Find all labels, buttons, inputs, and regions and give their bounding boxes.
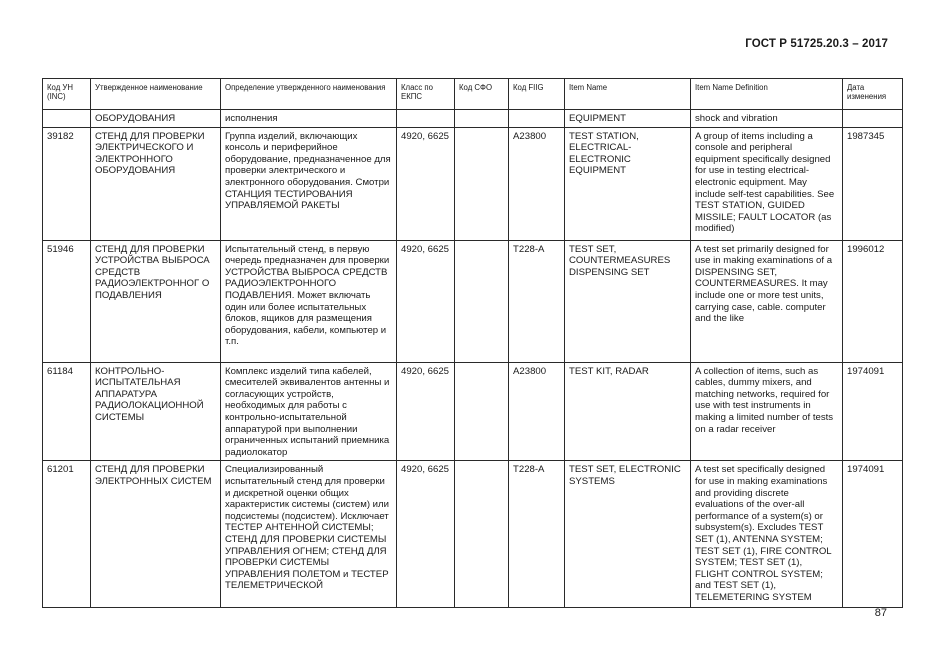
column-header-date: Дата изменения: [843, 79, 903, 110]
cell-name: СТЕНД ДЛЯ ПРОВЕРКИ ЭЛЕКТРОННЫХ СИСТЕМ: [91, 461, 221, 608]
cell-fiig: A23800: [509, 362, 565, 461]
page-number: 87: [874, 607, 887, 619]
table-continuation-row: [43, 110, 903, 128]
cell-name: ОБОРУДОВАНИЯ: [91, 110, 221, 128]
cell-date: 1974091: [843, 362, 903, 461]
cell-inc: 51946: [43, 240, 91, 362]
column-header-definition: Определение утвержденного наименования: [221, 79, 397, 110]
cell-inc: [43, 110, 91, 128]
column-header-approved-name: Утвержденное наименование: [91, 79, 221, 110]
document-standard-id: ГОСТ Р 51725.20.3 – 2017: [745, 38, 888, 50]
cell-date: [843, 110, 903, 128]
cell-date: 1996012: [843, 240, 903, 362]
cell-fiig: [509, 110, 565, 128]
cell-item-definition: A test set specifically designed for use in making examinations and providing discrete evaluations of the over-all performance of a system(s) or subsystem(s). Excludes TEST SET (1), ANTENNA SYSTEM; TEST SET (1), FIRE CONTROL SYSTEM; TEST SET (1), FLIGHT CONTROL SYSTEM; and TEST SET (1), TELEMETERING SYSTEM: [691, 461, 843, 608]
table-header-row: [43, 79, 903, 110]
column-header-item-name: Item Name: [565, 79, 691, 110]
cell-class: 4920, 6625: [397, 240, 455, 362]
cell-definition: Комплекс изделий типа кабелей, смесителей эквивалентов антенны и согласующих устройств, необходимых для работы с контрольно-испытательной аппаратурой при выполнении ограниченных испытаний приемника радиолокатор: [221, 362, 397, 461]
table-row: [43, 461, 903, 608]
cell-fiig: T228-A: [509, 461, 565, 608]
cell-inc: 61184: [43, 362, 91, 461]
cell-class: 4920, 6625: [397, 461, 455, 608]
column-header-fiig: Код FIIG: [509, 79, 565, 110]
cell-item-definition: shock and vibration: [691, 110, 843, 128]
column-header-sfo: Код СФО: [455, 79, 509, 110]
cell-item-name: TEST SET, ELECTRONIC SYSTEMS: [565, 461, 691, 608]
nomenclature-table: [42, 78, 903, 608]
table-row: [43, 240, 903, 362]
cell-item-definition: A group of items including a console and peripheral equipment specifically designed for use in testing electrical-electronic equipment. May include self-test capabilities. See TEST STATION, GUIDED MISSILE; FAULT LOCATOR (as modified): [691, 127, 843, 240]
cell-sfo: [455, 461, 509, 608]
cell-definition: исполнения: [221, 110, 397, 128]
cell-name: СТЕНД ДЛЯ ПРОВЕРКИ ЭЛЕКТРИЧЕСКОГО И ЭЛЕКТРОННОГО ОБОРУДОВАНИЯ: [91, 127, 221, 240]
column-header-class: Класс по ЕКПС: [397, 79, 455, 110]
cell-sfo: [455, 127, 509, 240]
cell-item-name: TEST KIT, RADAR: [565, 362, 691, 461]
table-row: [43, 127, 903, 240]
cell-item-definition: A collection of items, such as cables, dummy mixers, and matching networks, required for use with test instruments in making a limited number of tests on a radar receiver: [691, 362, 843, 461]
cell-class: 4920, 6625: [397, 127, 455, 240]
column-header-inc: Код УН (INC): [43, 79, 91, 110]
cell-sfo: [455, 240, 509, 362]
cell-class: 4920, 6625: [397, 362, 455, 461]
cell-name: КОНТРОЛЬНО-ИСПЫТАТЕЛЬНАЯ АППАРАТУРА РАДИОЛОКАЦИОННОЙ СИСТЕМЫ: [91, 362, 221, 461]
cell-item-name: TEST SET, COUNTERMEASURES DISPENSING SET: [565, 240, 691, 362]
cell-sfo: [455, 110, 509, 128]
cell-name: СТЕНД ДЛЯ ПРОВЕРКИ УСТРОЙСТВА ВЫБРОСА СРЕДСТВ РАДИОЭЛЕКТРОННОГ О ПОДАВЛЕНИЯ: [91, 240, 221, 362]
cell-definition: Специализированный испытательный стенд для проверки и дискретной оценки общих характеристик системы (систем) или подсистемы (подсистем). Исключает ТЕСТЕР АНТЕННОЙ СИСТЕМЫ; СТЕНД ДЛЯ ПРОВЕРКИ СИСТЕМЫ УПРАВЛЕНИЯ ОГНЕМ; СТЕНД ДЛЯ ПРОВЕРКИ СИСТЕМЫ УПРАВЛЕНИЯ ПОЛЕТОМ и ТЕСТЕР ТЕЛЕМЕТРИЧЕСКОЙ: [221, 461, 397, 608]
cell-definition: Испытательный стенд, в первую очередь предназначен для проверки УСТРОЙСТВА ВЫБРОСА СРЕДСТВ РАДИОЭЛЕКТРОННОГО ПОДАВЛЕНИЯ. Может включать один или более испытательных блоков, ящиков для размещения оборудования, кабели, компьютер и т.п.: [221, 240, 397, 362]
cell-item-name: EQUIPMENT: [565, 110, 691, 128]
column-header-item-definition: Item Name Definition: [691, 79, 843, 110]
cell-sfo: [455, 362, 509, 461]
cell-class: [397, 110, 455, 128]
cell-definition: Группа изделий, включающих консоль и периферийное оборудование, предназначенное для проверки электрического и электронного оборудования. Смотри СТАНЦИЯ ТЕСТИРОВАНИЯ УПРАВЛЯЕМОЙ РАКЕТЫ: [221, 127, 397, 240]
cell-fiig: T228-A: [509, 240, 565, 362]
cell-item-definition: A test set primarily designed for use in making examinations of a DISPENSING SET, COUNTERMEASURES. It may include one or more test units, carrying case, cable. computer and the like: [691, 240, 843, 362]
cell-date: 1974091: [843, 461, 903, 608]
cell-fiig: A23800: [509, 127, 565, 240]
cell-inc: 39182: [43, 127, 91, 240]
cell-item-name: TEST STATION, ELECTRICAL-ELECTRONIC EQUIPMENT: [565, 127, 691, 240]
table-row: [43, 362, 903, 461]
cell-date: 1987345: [843, 127, 903, 240]
cell-inc: 61201: [43, 461, 91, 608]
